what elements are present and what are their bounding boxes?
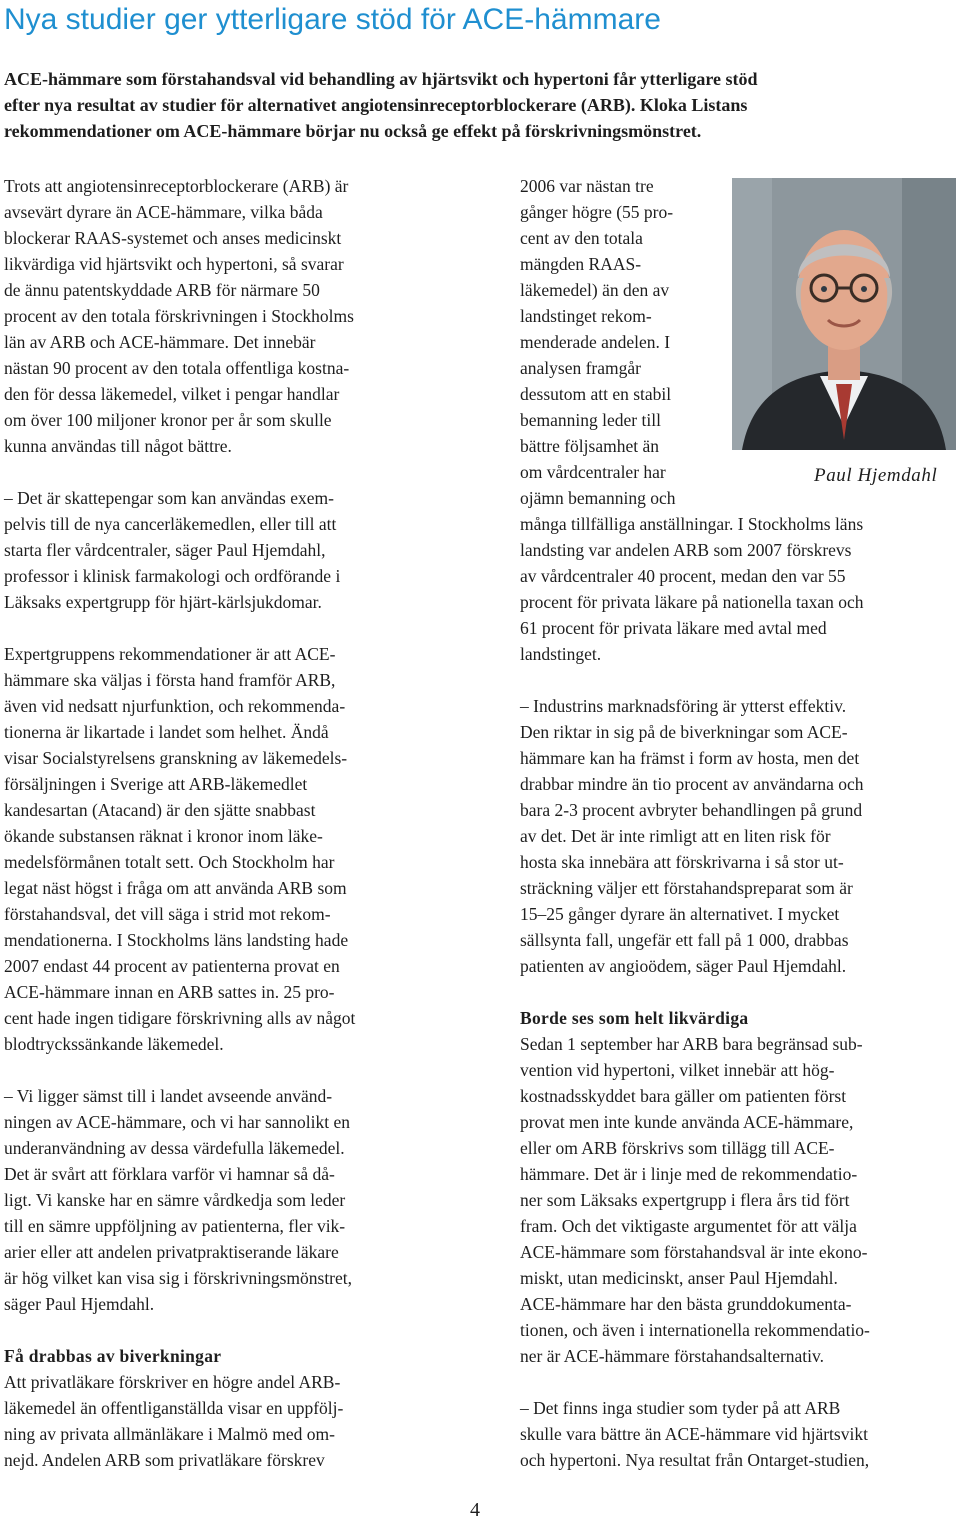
body-text-line: – Industrins marknadsföring är ytterst effektiv. [520, 696, 847, 716]
body-text-line: de ännu patentskyddade ARB för närmare 50 [4, 280, 320, 300]
body-text-line: Expertgruppens rekommendationer är att ACE- [4, 644, 336, 664]
body-text-line: till en sämre uppföljning av patienterna, fler vik- [4, 1216, 346, 1236]
body-text-line: Att privatläkare förskriver en högre andel ARB- [4, 1372, 341, 1392]
body-text-line: ACE-hämmare har den bästa grunddokumenta- [520, 1294, 852, 1314]
body-text-line: – Det är skattepengar som kan användas exem- [4, 488, 334, 508]
body-text-line: tionen, och även i internationella rekommendatio- [520, 1320, 870, 1340]
body-text-line: 2007 endast 44 procent av patienterna provat en [4, 956, 340, 976]
body-text-line: ner som Läksaks expertgrupp i flera års tid fört [520, 1190, 850, 1210]
body-text-line: hämmare. Det är i linje med de rekommendatio- [520, 1164, 858, 1184]
body-text-line: – Vi ligger sämst till i landet avseende använd- [4, 1086, 333, 1106]
body-text-line: om över 100 miljoner kronor per år som skulle [4, 410, 332, 430]
body-text-line: starta fler vårdcentraler, säger Paul Hjemdahl, [4, 540, 326, 560]
body-text-line: kunna användas till något bättre. [4, 436, 232, 456]
body-text-line: patienten av angioödem, säger Paul Hjemdahl. [520, 956, 847, 976]
body-text-line: bättre följsamhet än [520, 436, 659, 456]
body-text-line: 2006 var nästan tre [520, 176, 654, 196]
section-heading: Få drabbas av biverkningar [4, 1346, 222, 1366]
body-text-line: underanvändning av dessa värdefulla läkemedel. [4, 1138, 345, 1158]
body-text-line: läkemedel än offentliganställda visar en uppfölj- [4, 1398, 344, 1418]
body-text-line: professor i klinisk farmakologi och ordförande i [4, 566, 341, 586]
body-text-line: arier eller att andelen privatpraktiserande läkare [4, 1242, 339, 1262]
body-text-line: Det är svårt att förklara varför vi hamnar så då- [4, 1164, 335, 1184]
body-text-line: sträckning väljer ett förstahandspreparat som är [520, 878, 853, 898]
body-text-line: sällsynta fall, ungefär ett fall på 1 000, drabbas [520, 930, 849, 950]
right-column-paragraph [520, 693, 956, 979]
left-column-paragraph [4, 641, 444, 1057]
body-text-line: läkemedel) än den av [520, 280, 670, 300]
body-text-line: nästan 90 procent av den totala offentliga kostna- [4, 358, 350, 378]
body-text-line: dessutom att en stabil [520, 384, 672, 404]
body-text-line: är hög vilket kan visa sig i förskrivningsmönstret, [4, 1268, 353, 1288]
body-text-line: drabbar mindre än tio procent av användarna och [520, 774, 864, 794]
body-text-line: län av ARB och ACE-hämmare. Det innebär [4, 332, 316, 352]
body-text-line: procent av den totala förskrivningen i Stockholms [4, 306, 354, 326]
body-text-line: ner är ACE-hämmare förstahandsalternativ. [520, 1346, 825, 1366]
body-text-line: bemanning leder till [520, 410, 661, 430]
body-text-line: 15–25 gånger dyrare än alternativet. I mycket [520, 904, 840, 924]
body-text-line: landstinget. [520, 644, 602, 664]
body-text-line: hämmare ska väljas i första hand framför ARB, [4, 670, 336, 690]
body-text-line: cent hade ingen tidigare förskrivning alls av något [4, 1008, 356, 1028]
body-text-line: medelsförmånen totalt sett. Och Stockholm har [4, 852, 335, 872]
left-column-paragraph [4, 173, 444, 459]
left-column-paragraph [4, 1343, 444, 1473]
body-text-line: kostnadsskyddet bara gäller om patienten först [520, 1086, 847, 1106]
page-number: 4 [470, 1499, 480, 1521]
body-text-line: miskt, utan medicinskt, anser Paul Hjemdahl. [520, 1268, 838, 1288]
body-text-line: kandesartan (Atacand) är den sjätte snabbast [4, 800, 316, 820]
body-text-line: landsting var andelen ARB som 2007 förskrevs [520, 540, 852, 560]
article-lead [4, 66, 954, 144]
body-text-line: av det. Det är inte rimligt att en liten risk för [520, 826, 831, 846]
lead-line: rekommendationer om ACE-hämmare börjar nu också ge effekt på förskrivningsmönstret. [4, 121, 702, 141]
body-text-line: ligt. Vi kanske har en sämre vårdkedja som leder [4, 1190, 346, 1210]
body-text-line: skulle vara bättre än ACE-hämmare vid hjärtsvikt [520, 1424, 868, 1444]
body-text-line: ning av privata allmänläkare i Malmö med om- [4, 1424, 335, 1444]
body-text-line: likvärdiga vid hjärtsvikt och hypertoni, så svarar [4, 254, 344, 274]
body-text-line: gånger högre (55 pro- [520, 202, 674, 222]
lead-line: ACE-hämmare som förstahandsval vid behandling av hjärtsvikt och hypertoni får ytterligare stöd [4, 69, 758, 89]
body-text-line: vention vid hypertoni, vilket innebär att hög- [520, 1060, 835, 1080]
body-text-line: ACE-hämmare som förstahandsval är inte ekono- [520, 1242, 868, 1262]
body-text-line: om vårdcentraler har [520, 462, 666, 482]
body-text-line: förstahandsval, det vill säga i strid mot rekom- [4, 904, 331, 924]
article-title: Nya studier ger ytterligare stöd för ACE-hämmare [4, 3, 661, 36]
body-text-line: bara 2-3 procent avbryter behandlingen på grund [520, 800, 863, 820]
body-text-line: säger Paul Hjemdahl. [4, 1294, 155, 1314]
body-text-line: visar Socialstyrelsens granskning av läkemedels- [4, 748, 348, 768]
body-text-line: den för dessa läkemedel, vilket i pengar handlar [4, 384, 340, 404]
body-text-line: – Det finns inga studier som tyder på att ARB [520, 1398, 841, 1418]
body-text-line: procent för privata läkare på nationella taxan och [520, 592, 864, 612]
body-text-line: blodtryckssänkande läkemedel. [4, 1034, 224, 1054]
left-column [4, 173, 444, 1473]
body-text-line: Läksaks expertgrupp för hjärt-kärlsjukdomar. [4, 592, 322, 612]
portrait-photo [732, 178, 956, 450]
body-text-line: mendationerna. I Stockholms läns landsting hade [4, 930, 349, 950]
photo-caption: Paul Hjemdahl [814, 465, 938, 486]
body-text-line: många tillfälliga anställningar. I Stockholms läns [520, 514, 864, 534]
body-text-line: tionerna är likartade i landet som helhet. Ändå [4, 722, 329, 742]
body-text-line: provat men inte kunde använda ACE-hämmare, [520, 1112, 854, 1132]
left-column-paragraph [4, 485, 444, 615]
left-column-paragraph [4, 1083, 444, 1317]
body-text-line: försäljningen i Sverige att ARB-läkemedlet [4, 774, 308, 794]
body-text-line: ökande substansen räknat i kronor inom läke- [4, 826, 323, 846]
body-text-line: ACE-hämmare innan en ARB sattes in. 25 pro- [4, 982, 335, 1002]
body-text-line: fram. Och det viktigaste argumentet för att välja [520, 1216, 857, 1236]
body-text-line: och hypertoni. Nya resultat från Ontarget-studien, [520, 1450, 870, 1470]
body-text-line: blockerar RAAS-systemet och anses medicinskt [4, 228, 342, 248]
body-text-line: menderade andelen. I [520, 332, 671, 352]
body-text-line: pelvis till de nya cancerläkemedlen, eller till att [4, 514, 337, 534]
body-text-line: ningen av ACE-hämmare, och vi har sannolikt en [4, 1112, 351, 1132]
body-text-line: mängden RAAS- [520, 254, 642, 274]
body-text-line: ojämn bemanning och [520, 488, 676, 508]
body-text-line: avsevärt dyrare än ACE-hämmare, vilka båda [4, 202, 323, 222]
section-heading: Borde ses som helt likvärdiga [520, 1008, 749, 1028]
body-text-line: 61 procent för privata läkare med avtal med [520, 618, 827, 638]
body-text-line: landstinget rekom- [520, 306, 652, 326]
body-text-line: hämmare kan ha främst i form av hosta, men det [520, 748, 860, 768]
body-text-line: nejd. Andelen ARB som privatläkare förskrev [4, 1450, 325, 1470]
body-text-line: hosta ska innebära att förskrivarna i så stor ut- [520, 852, 844, 872]
body-text-line: Den riktar in sig på de biverkningar som ACE- [520, 722, 848, 742]
body-text-line: legat näst högst i fråga om att använda ARB som [4, 878, 347, 898]
body-text-line: Sedan 1 september har ARB bara begränsad sub- [520, 1034, 863, 1054]
body-text-line: eller om ARB förskrivs som tillägg till ACE- [520, 1138, 835, 1158]
right-column-paragraph [520, 1395, 956, 1473]
portrait-illustration [732, 178, 956, 450]
body-text-line: analysen framgår [520, 358, 641, 378]
body-text-line: även vid nedsatt njurfunktion, och rekommenda- [4, 696, 346, 716]
body-text-line: av vårdcentraler 40 procent, medan den var 55 [520, 566, 846, 586]
right-column-paragraph [520, 1005, 956, 1369]
body-text-line: cent av den totala [520, 228, 643, 248]
body-text-line: Trots att angiotensinreceptorblockerare (ARB) är [4, 176, 349, 196]
lead-line: efter nya resultat av studier för alternativet angiotensinreceptorblockerare (ARB). Kloka Listans [4, 95, 748, 115]
